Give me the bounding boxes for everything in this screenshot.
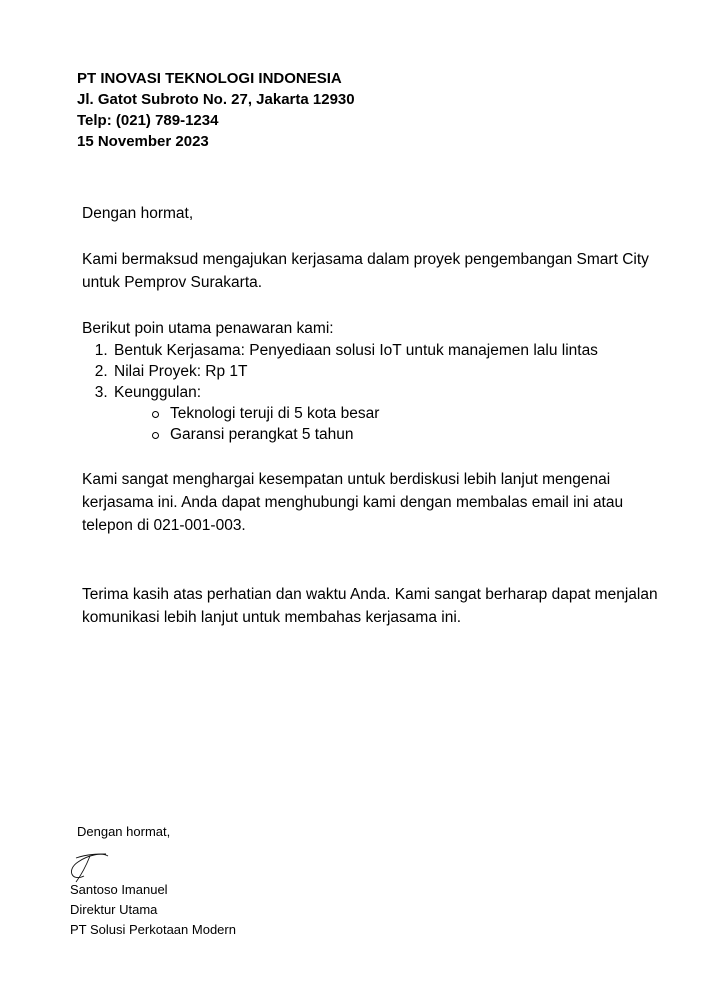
points-title: Berikut poin utama penawaran kami: [82, 320, 334, 337]
advantage-tested: Teknologi teruji di 5 kota besar [170, 405, 380, 422]
company-phone: Telp: (021) 789-1234 [77, 112, 219, 129]
list-item [152, 424, 662, 445]
circle-bullet-icon [152, 411, 159, 418]
signer-block [70, 880, 236, 940]
offer-points-list [82, 340, 662, 445]
letterhead [77, 68, 355, 152]
company-address: Jl. Gatot Subroto No. 27, Jakarta 12930 [77, 91, 355, 108]
signer-company: PT Solusi Perkotaan Modern [70, 922, 236, 937]
point-advantages: Keunggulan: [114, 384, 202, 401]
greeting: Dengan hormat, [82, 205, 194, 222]
list-item [112, 382, 662, 445]
list-item [152, 403, 662, 424]
circle-bullet-icon [152, 432, 159, 439]
company-name: PT INOVASI TEKNOLOGI INDONESIA [77, 70, 342, 87]
advantages-list [114, 403, 662, 445]
signer-title: Direktur Utama [70, 902, 158, 917]
list-item [112, 361, 662, 382]
letter-body [82, 202, 662, 629]
closing-salutation: Dengan hormat, [77, 824, 171, 839]
signer-name: Santoso Imanuel [70, 882, 168, 897]
advantage-warranty: Garansi perangkat 5 tahun [170, 426, 354, 443]
point-cooperation-form: Bentuk Kerjasama: Penyediaan solusi IoT untuk manajemen lalu lintas [114, 342, 598, 359]
discussion-paragraph: Kami sangat menghargai kesempatan untuk berdiskusi lebih lanjut mengenai kerjasama ini. Anda dapat menghubungi kami dengan membalas email ini atau telepon di 021-001-003. [82, 471, 624, 534]
point-project-value: Nilai Proyek: Rp 1T [114, 363, 248, 380]
letter-date: 15 November 2023 [77, 133, 209, 150]
thanks-paragraph: Terima kasih atas perhatian dan waktu Anda. Kami sangat berharap dapat menjalan komunikasi lebih lanjut untuk membahas kerjasama ini. [82, 586, 658, 626]
intro-paragraph: Kami bermaksud mengajukan kerjasama dalam proyek pengembangan Smart City untuk Pemprov Surakarta. [82, 251, 649, 291]
list-item [112, 340, 662, 361]
